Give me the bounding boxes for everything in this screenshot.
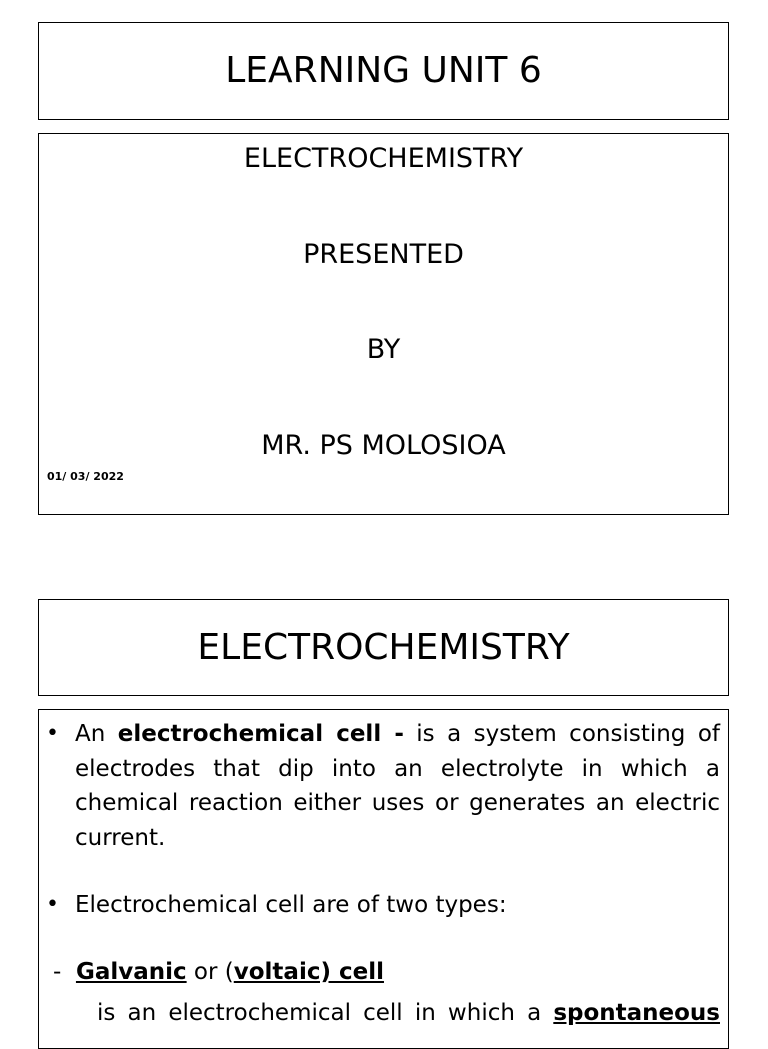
galvanic-definition <box>97 996 720 1031</box>
bullet1-pre: An <box>75 721 118 747</box>
bullet-marker: • <box>46 892 59 917</box>
subtitle-by: BY <box>366 334 401 365</box>
slide1-subtitle-box <box>38 133 729 515</box>
term-galvanic: Galvanic <box>75 959 187 985</box>
slide-date: 01/ 03/ 2022 <box>47 470 124 483</box>
slide2-content-box <box>38 709 729 1049</box>
slide2-title: ELECTROCHEMISTRY <box>197 626 570 668</box>
bullet-cell-types: Electrochemical cell are of two types: <box>75 892 507 918</box>
slide1-title-box <box>38 22 729 120</box>
subtitle-topic: ELECTROCHEMISTRY <box>243 143 524 174</box>
bullet1-text: is a system consisting of electrodes that dip into an electrolyte in which a chemical reaction either uses or generates an electric current. <box>75 721 720 851</box>
dash-marker: - <box>53 959 62 985</box>
term-spontaneous: spontaneous <box>553 1000 720 1026</box>
subtitle-presented: PRESENTED <box>303 239 464 270</box>
subtitle-presenter: MR. PS MOLOSIOA <box>261 430 506 461</box>
dash-middle: or ( <box>186 959 234 985</box>
dash-item-galvanic <box>53 955 384 990</box>
slide2-title-box <box>38 599 729 696</box>
definition-text: is an electrochemical cell in which a <box>97 1000 554 1026</box>
slide1-title: LEARNING UNIT 6 <box>225 50 542 92</box>
term-voltaic: voltaic) cell <box>233 959 384 985</box>
bullet-marker: • <box>46 721 59 746</box>
bullet-electrochemical-cell <box>75 717 720 855</box>
bullet1-term: electrochemical cell - <box>117 721 404 747</box>
